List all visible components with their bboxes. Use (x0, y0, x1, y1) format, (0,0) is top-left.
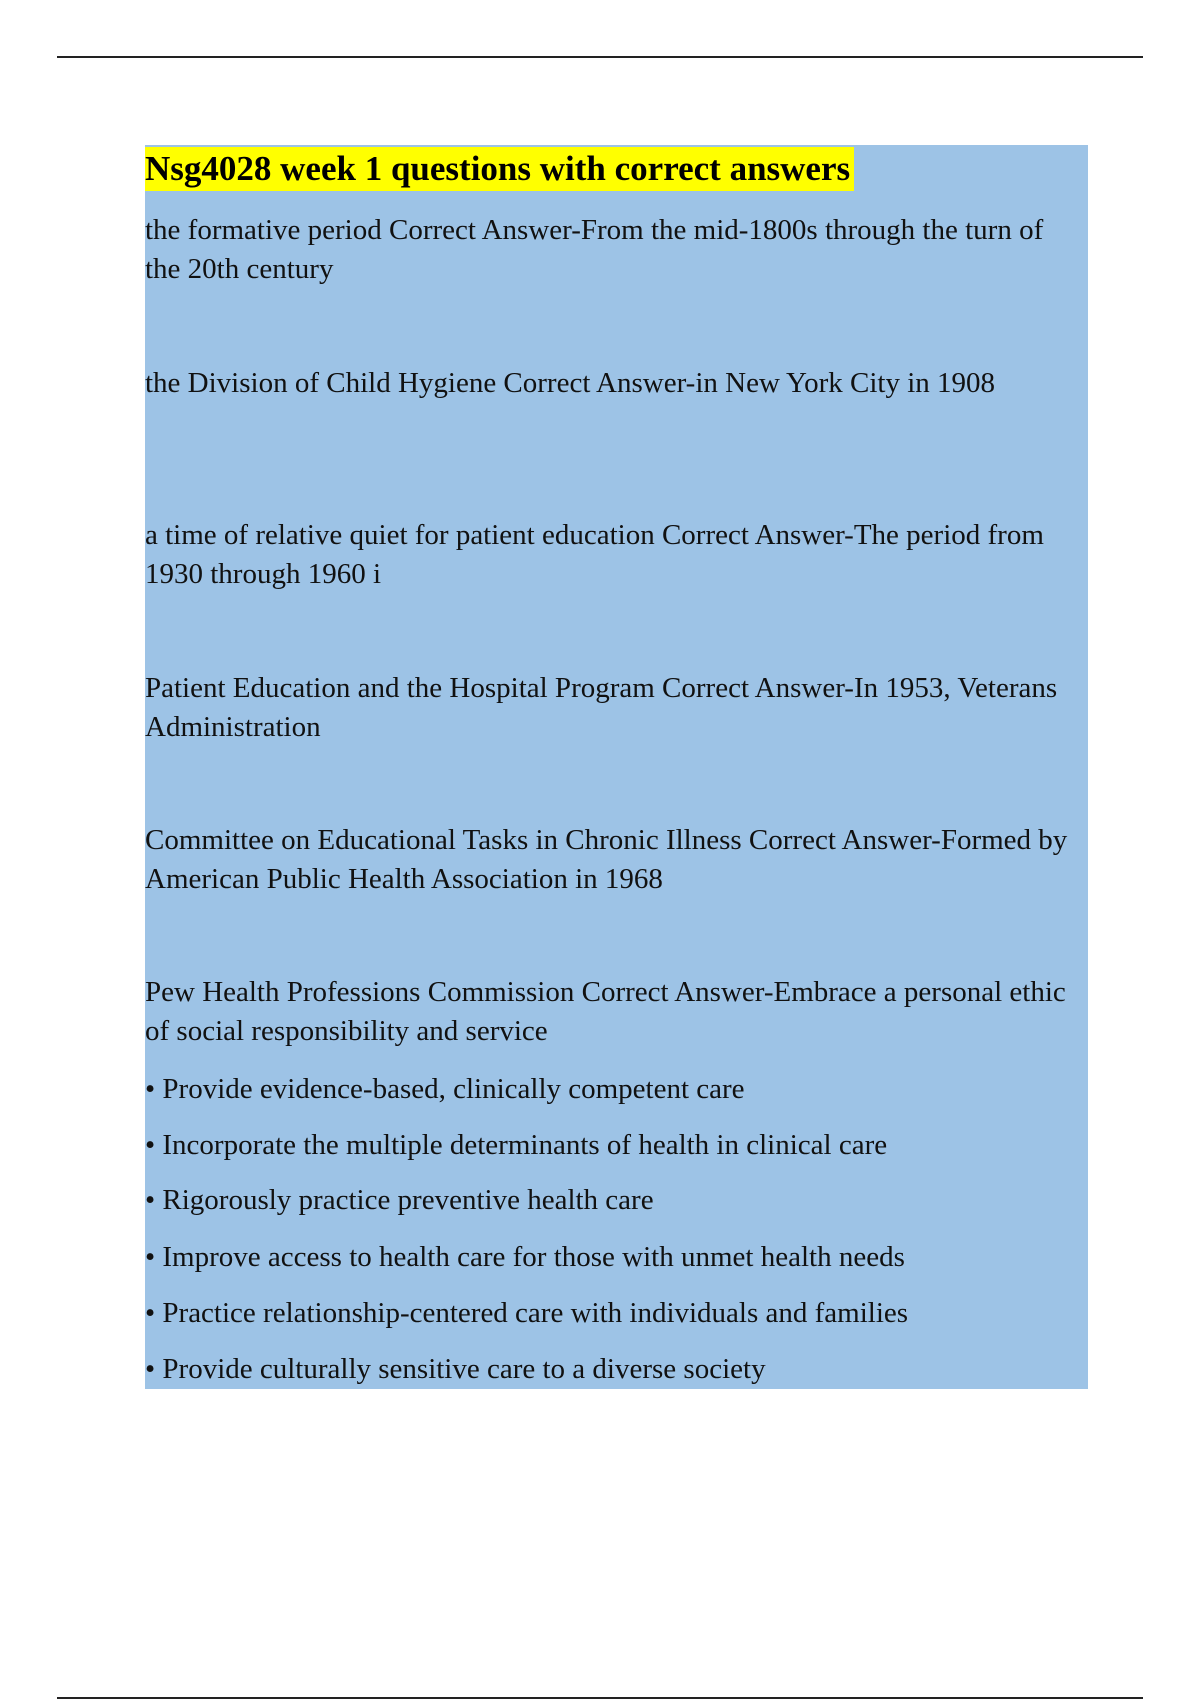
bullet-item: • Practice relationship-centered care with individuals and families (145, 1297, 909, 1329)
bottom-divider (57, 1697, 1143, 1699)
bullet-item: • Incorporate the multiple determinants of health in clinical care (145, 1129, 888, 1161)
qa-entry-pew-commission: Pew Health Professions Commission Correct Answer-Embrace a personal ethic of social responsibility and service (145, 976, 1066, 1047)
bullet-item: • Improve access to health care for those with unmet health needs (145, 1241, 905, 1273)
qa-entry-relative-quiet: a time of relative quiet for patient education Correct Answer-The period from 1930 through 1960 i (145, 519, 1044, 590)
qa-entry-child-hygiene: the Division of Child Hygiene Correct Answer-in New York City in 1908 (145, 367, 996, 399)
bullet-item: • Rigorously practice preventive health care (145, 1184, 654, 1216)
bullet-item: • Provide evidence-based, clinically competent care (145, 1073, 745, 1105)
qa-entry-hospital-program: Patient Education and the Hospital Program Correct Answer-In 1953, Veterans Administration (145, 672, 1058, 743)
document-title: Nsg4028 week 1 questions with correct answers (145, 147, 854, 191)
top-divider (57, 56, 1143, 58)
qa-entry-formative-period: the formative period Correct Answer-From the mid-1800s through the turn of the 20th century (145, 214, 1044, 285)
bullet-item: • Provide culturally sensitive care to a diverse society (145, 1353, 766, 1385)
qa-entry-chronic-illness: Committee on Educational Tasks in Chronic Illness Correct Answer-Formed by American Public Health Association in 1968 (145, 824, 1068, 895)
